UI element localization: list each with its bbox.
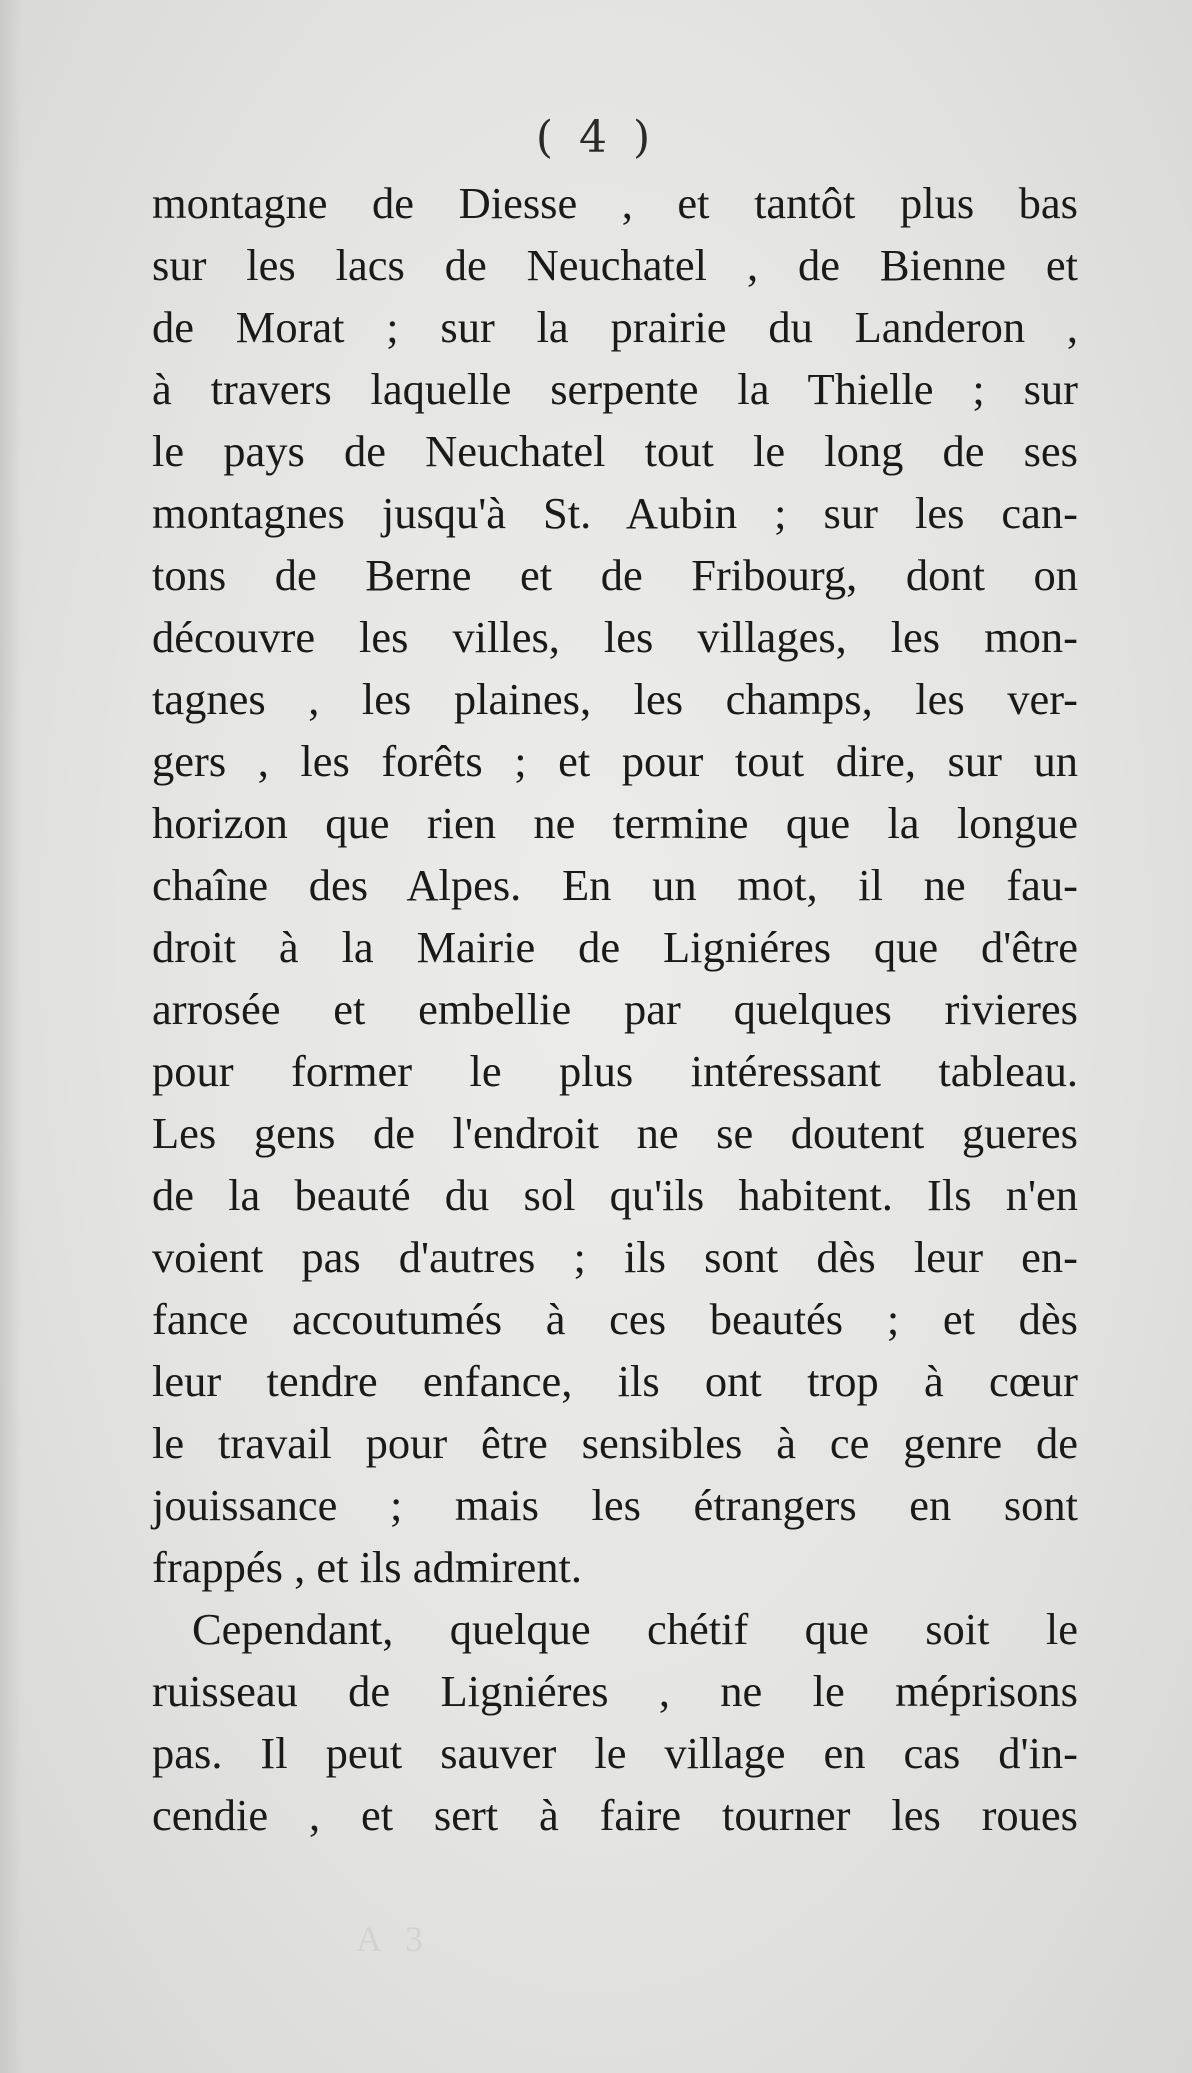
- text-line: leur tendre enfance, ils ont trop à cœur: [152, 1356, 1078, 1406]
- paragraph-2: [152, 1598, 1078, 1846]
- text-line: à travers laquelle serpente la Thielle ; sur: [152, 364, 1078, 414]
- page-number: ( 4 ): [535, 112, 657, 163]
- text-line: cendie , et sert à faire tourner les roues: [152, 1790, 1078, 1840]
- signature-mark: A 3: [356, 1919, 432, 1959]
- text-line: ruisseau de Ligniéres , ne le méprisons: [152, 1666, 1078, 1716]
- text-line: horizon que rien ne termine que la longue: [152, 798, 1078, 848]
- paragraph-1: [152, 172, 1078, 1598]
- text-line: montagnes jusqu'à St. Aubin ; sur les can-: [152, 488, 1078, 538]
- text-line: tons de Berne et de Fribourg, dont on: [152, 550, 1078, 600]
- text-line: tagnes , les plaines, les champs, les ver-: [152, 674, 1078, 724]
- text-line: sur les lacs de Neuchatel , de Bienne et: [152, 240, 1078, 290]
- text-line: le pays de Neuchatel tout le long de ses: [152, 426, 1078, 476]
- text-line: montagne de Diesse , et tantôt plus bas: [152, 178, 1078, 228]
- text-line: Cependant, quelque chétif que soit le: [192, 1604, 1078, 1654]
- text-line: fance accoutumés à ces beautés ; et dès: [152, 1294, 1078, 1344]
- text-line: jouissance ; mais les étrangers en sont: [152, 1480, 1078, 1530]
- page-edge-shadow: [0, 0, 22, 2073]
- text-line: chaîne des Alpes. En un mot, il ne fau-: [152, 860, 1078, 910]
- text-line: frappés , et ils admirent.: [152, 1542, 583, 1592]
- text-line: gers , les forêts ; et pour tout dire, sur un: [152, 736, 1078, 786]
- text-line: arrosée et embellie par quelques rivieres: [152, 984, 1078, 1034]
- text-line: droit à la Mairie de Ligniéres que d'être: [152, 922, 1078, 972]
- text-line: pas. Il peut sauver le village en cas d'in-: [152, 1728, 1078, 1778]
- text-line: pour former le plus intéressant tableau.: [152, 1046, 1078, 1096]
- text-line: de la beauté du sol qu'ils habitent. Ils n'en: [152, 1170, 1078, 1220]
- text-line: voient pas d'autres ; ils sont dès leur en-: [152, 1232, 1078, 1282]
- text-line: Les gens de l'endroit ne se doutent gueres: [152, 1108, 1078, 1158]
- text-line: de Morat ; sur la prairie du Landeron ,: [152, 302, 1078, 352]
- body-text: [152, 172, 1078, 1846]
- text-line: découvre les villes, les villages, les mon-: [152, 612, 1078, 662]
- text-line: le travail pour être sensibles à ce genre de: [152, 1418, 1078, 1468]
